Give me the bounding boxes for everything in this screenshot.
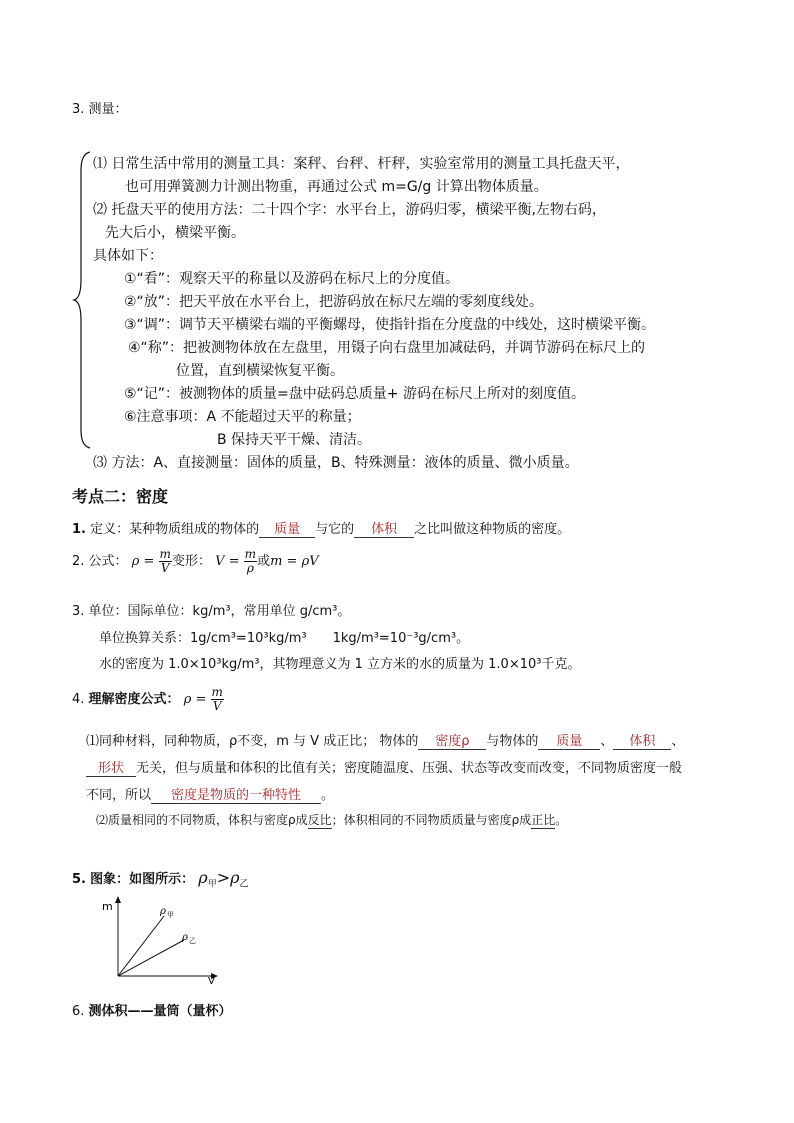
p4-l3-a: 不同，所以 — [86, 788, 152, 803]
s3-line-11: ⑤“记”：被测物体的质量=盘中砝码总质量+ 游码在标尺上所对的刻度值。 — [124, 386, 585, 402]
p5-number: 5. — [72, 872, 86, 887]
kd2-p2 — [72, 548, 319, 576]
p2-V: V — [215, 554, 225, 569]
s3-line-10: 位置，直到横梁恢复平衡。 — [176, 363, 344, 379]
p4-l4-b: ；体积相同的不同物质质量与密度ρ成 — [331, 813, 532, 827]
p4-l2-a: 无关，但与质量和体积的比值有关；密度随温度、压强、状态等改变而改变，不同物质密度一般 — [136, 761, 683, 776]
p2-text-b: 变形： — [171, 554, 211, 569]
p3-number: 3. — [72, 604, 85, 619]
kd2-p3-line2: 单位换算关系：1g/cm³=10³kg/m³ 1kg/m³=10⁻³g/cm³。 — [99, 631, 470, 646]
p5-text-a: 图象：如图所示： — [90, 872, 195, 887]
s3-line-2: 也可用弹簧测力计测出物重，再通过公式 m=G/g 计算出物体质量。 — [125, 179, 548, 195]
p4-blank-density: 密度ρ — [418, 730, 486, 750]
p2-text-a: 公式： — [88, 554, 128, 569]
s3-line-9: ④“称”：把被测物体放在左盘里，用镊子向右盘里加减砝码，并调节游码在标尺上的 — [128, 340, 646, 356]
p4-answer-direct: 正比 — [531, 813, 556, 827]
p1-text-b: 与它的 — [315, 522, 355, 537]
kd2-p4-line4 — [96, 811, 567, 829]
p2-frac2-num: m — [244, 547, 257, 561]
kd2-p3-line1 — [72, 600, 350, 619]
s3-line-3: ⑵ 托盘天平的使用方法：二十四个字：水平台上，游码归零，横梁平衡,左物右码， — [93, 202, 606, 218]
s3-line-1: ⑴ 日常生活中常用的测量工具：案秤、台秤、杆秤，实验室常用的测量工具托盘天平， — [93, 156, 630, 172]
kd2-p6 — [72, 1000, 232, 1019]
p3-text-1: 单位：国际单位：kg/m³，常用单位 g/cm³。 — [88, 604, 351, 619]
p4-frac-num: m — [211, 685, 223, 699]
p4-eq: = — [195, 692, 207, 707]
p4-answer-inverse: 反比 — [307, 813, 332, 827]
kd2-title: 考点二：密度 — [72, 487, 169, 506]
s3-line-5: 具体如下： — [93, 248, 163, 264]
density-graph — [96, 894, 226, 984]
s3-line-14: ⑶ 方法：A、直接测量：固体的质量，B、特殊测量：液体的质量、微小质量。 — [93, 455, 579, 471]
p2-eq2: = — [228, 554, 240, 569]
line-jia — [118, 916, 164, 976]
p6-number: 6. — [72, 1004, 85, 1019]
p4-blank-volume: 体积 — [613, 730, 671, 750]
p4-blank-mass: 质量 — [538, 730, 600, 750]
section-3-heading: 3. 测量： — [72, 102, 128, 117]
graph-line2-sub: 乙 — [189, 937, 196, 945]
p5-sub-1: 甲 — [207, 879, 217, 890]
s3-line-6: ①“看”：观察天平的称量以及游码在标尺上的分度值。 — [124, 271, 460, 287]
graph-line1-label: ρ — [160, 906, 166, 917]
p5-gt: > — [216, 868, 231, 887]
p1-number: 1. — [72, 522, 86, 537]
p4-l4-c: 。 — [555, 813, 568, 827]
p2-number: 2. — [72, 554, 85, 569]
p5-rho-2: ρ — [230, 868, 240, 887]
p4-l3-b: 。 — [321, 788, 335, 803]
p1-text-c: 之比叫做这种物质的密度。 — [414, 522, 571, 537]
p1-blank-mass: 质量 — [259, 518, 315, 538]
graph-line2-label: ρ — [182, 932, 188, 943]
s3-line-4: 先大后小，横梁平衡。 — [105, 225, 245, 241]
p4-l4-a: ⑵质量相同的不同物质，体积与密度ρ成 — [96, 813, 308, 827]
line-yi — [118, 940, 184, 976]
p1-text-a: 定义：某种物质组成的物体的 — [90, 522, 260, 537]
p4-l1-b: 物体的 — [379, 734, 419, 749]
p4-blank-shape: 形状 — [86, 757, 136, 777]
kd2-p4-line1 — [86, 730, 684, 750]
p4-fraction — [211, 686, 224, 713]
p1-blank-volume: 体积 — [354, 518, 414, 538]
s3-line-12: ⑥注意事项：A 不能超过天平的称量； — [124, 409, 361, 425]
p2-frac-den: V — [160, 561, 170, 575]
s3-line-8: ③“调”：调节天平横梁右端的平衡螺母，使指针指在分度盘的中线处，这时横梁平衡。 — [124, 317, 656, 333]
y-axis-arrow — [115, 896, 121, 903]
kd2-p5-heading — [72, 868, 249, 890]
p6-text: 测体积——量筒（量杯） — [88, 1004, 232, 1019]
p2-text-d: m = ρV — [270, 554, 319, 569]
p4-sep-2: 、 — [671, 734, 685, 749]
s3-line-7: ②“放”：把天平放在水平台上，把游码放在标尺左端的零刻度线处。 — [124, 294, 544, 310]
kd2-p1 — [72, 518, 570, 538]
p2-text-c: 或 — [257, 554, 271, 569]
p5-rho-1: ρ — [198, 868, 208, 887]
graph-line1-sub: 甲 — [167, 911, 174, 919]
kd2-p3-line3: 水的密度为 1.0×10³kg/m³，其物理意义为 1 立方米的水的质量为 1.0×10³千克。 — [99, 657, 581, 672]
p5-sub-2: 乙 — [239, 879, 249, 890]
p4-l1-a: ⑴同种材料，同种物质，ρ不变，m 与 V 成正比； — [86, 734, 376, 749]
graph-xlabel: V — [208, 976, 215, 984]
p2-fraction-2 — [244, 548, 257, 575]
p2-eq: = — [143, 554, 155, 569]
p2-frac2-den: ρ — [246, 561, 254, 575]
p4-blank-characteristic: 密度是物质的一种特性 — [151, 784, 321, 804]
p4-rho: ρ — [183, 692, 192, 707]
s3-line-13: B 保持天平干燥、清洁。 — [217, 432, 372, 448]
kd2-p4-line2 — [86, 757, 682, 777]
p2-frac-num: m — [159, 547, 171, 561]
kd2-p4-heading — [72, 686, 224, 714]
p4-l1-c: 与物体的 — [486, 734, 539, 749]
p2-fraction — [159, 548, 172, 575]
p2-rho: ρ — [131, 554, 140, 569]
kd2-p4-line3 — [86, 784, 334, 804]
left-brace — [72, 150, 94, 450]
p4-sep-1: 、 — [600, 734, 614, 749]
p4-frac-den: V — [212, 699, 222, 713]
p4-number: 4. — [72, 692, 85, 707]
p4-text-a: 理解密度公式： — [88, 692, 180, 707]
graph-ylabel: m — [102, 900, 113, 913]
